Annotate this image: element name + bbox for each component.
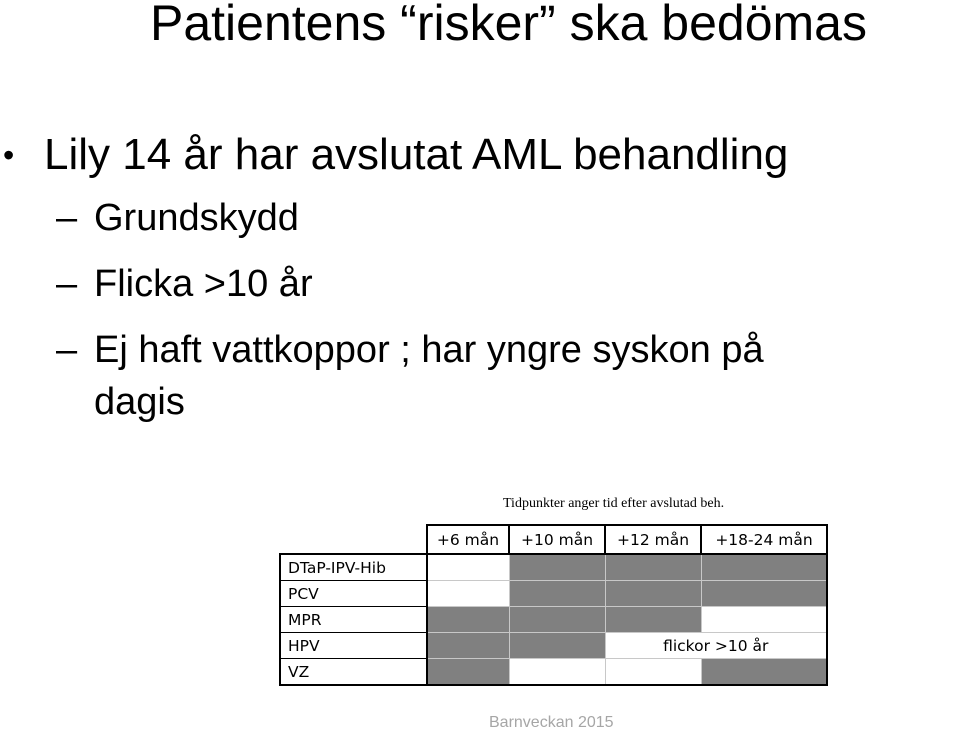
column-header: +6 mån — [427, 525, 509, 554]
row-label: VZ — [280, 659, 427, 686]
row-label: DTaP-IPV-Hib — [280, 554, 427, 581]
table-row — [280, 633, 827, 659]
table-row — [280, 581, 827, 607]
footer-text: Barnveckan 2015 — [489, 714, 614, 731]
row-label: PCV — [280, 581, 427, 607]
dash-icon: – — [56, 197, 78, 239]
table-row — [280, 607, 827, 633]
vaccination-schedule-table — [279, 524, 828, 686]
schedule-cell-filled — [605, 581, 701, 607]
schedule-cell-filled — [509, 607, 605, 633]
schedule-cell — [427, 581, 509, 607]
sub-item-text: Flicka >10 år — [94, 263, 313, 305]
slide-title: Patientens “risker” ska bedömas — [150, 0, 867, 51]
table-row — [280, 659, 827, 686]
dash-icon: – — [56, 329, 78, 371]
schedule-cell — [427, 554, 509, 581]
column-header: +12 mån — [605, 525, 701, 554]
sub-item-text: Grundskydd — [94, 197, 299, 239]
column-header: +10 mån — [509, 525, 605, 554]
schedule-cell-filled — [605, 607, 701, 633]
sub-item-text: Ej haft vattkoppor ; har yngre syskon på — [94, 329, 764, 371]
column-header: +18-24 mån — [701, 525, 827, 554]
bullet-icon: • — [3, 137, 15, 173]
schedule-cell-filled — [701, 554, 827, 581]
schedule-cell-filled — [701, 659, 827, 686]
schedule-cell — [701, 607, 827, 633]
schedule-cell — [509, 659, 605, 686]
schedule-cell-filled — [427, 659, 509, 686]
schedule-cell — [605, 659, 701, 686]
table-note: Tidpunkter anger tid efter avslutad beh. — [503, 496, 725, 511]
row-label: HPV — [280, 633, 427, 659]
dash-icon: – — [56, 263, 78, 305]
sub-item-continuation: dagis — [94, 381, 185, 423]
schedule-cell-filled — [509, 581, 605, 607]
table-header-row — [280, 525, 827, 554]
schedule-cell-filled — [427, 607, 509, 633]
main-bullet-text: Lily 14 år har avslutat AML behandling — [44, 130, 789, 179]
schedule-cell-filled — [605, 554, 701, 581]
row-label: MPR — [280, 607, 427, 633]
schedule-cell-filled — [427, 633, 509, 659]
schedule-cell-note: flickor >10 år — [605, 633, 827, 659]
schedule-cell-filled — [509, 633, 605, 659]
table-corner-cell — [280, 525, 427, 554]
schedule-cell-filled — [509, 554, 605, 581]
table-row — [280, 554, 827, 581]
schedule-cell-filled — [701, 581, 827, 607]
